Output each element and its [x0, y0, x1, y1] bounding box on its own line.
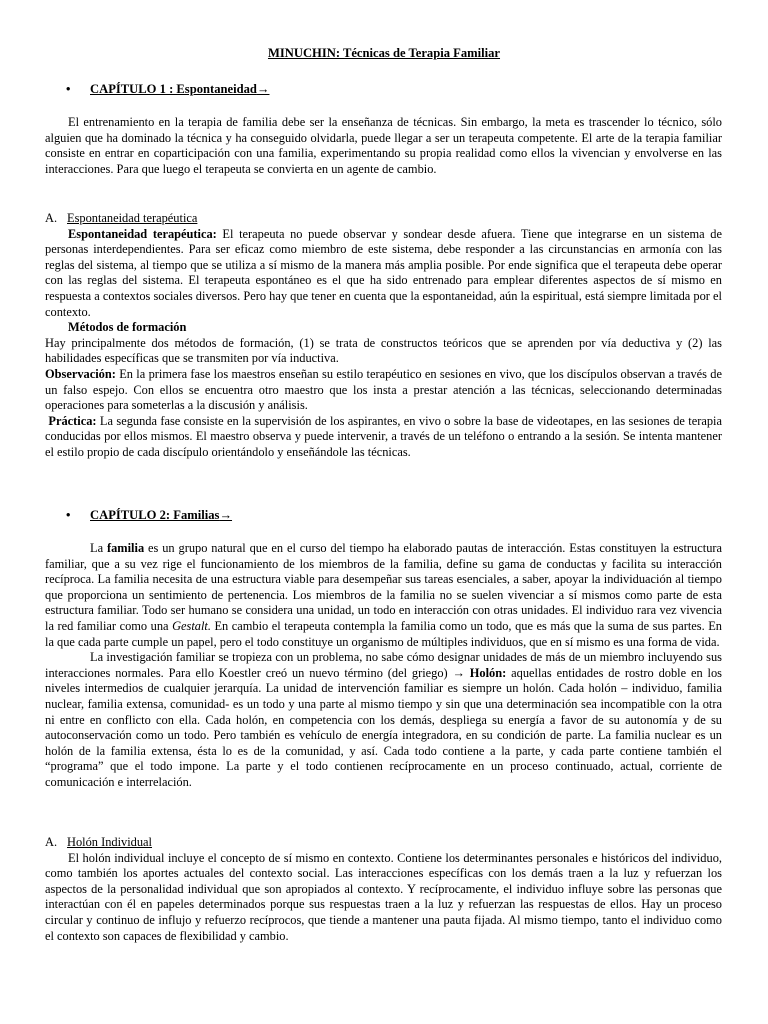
- familia-paragraph: [45, 541, 722, 650]
- metodos-title: Métodos de formación: [68, 320, 187, 335]
- right-arrow-icon: →: [219, 508, 233, 522]
- chapter-1-heading: [66, 82, 270, 98]
- term-bold: familia: [106, 541, 145, 555]
- chapter-2-title: CAPÍTULO 2: Familias: [90, 508, 220, 522]
- term-bold: Práctica:: [48, 413, 97, 428]
- bullet-icon: •: [66, 508, 71, 522]
- chapter-2-heading: [66, 508, 232, 524]
- practica-paragraph: [45, 414, 722, 461]
- metodos-heading: [45, 320, 722, 336]
- text-run: La investigación familiar se tropieza con un problema, no sabe cómo designar unidades de más de un miembro incluyendo sus interacciones normales. Para ello Koestler creó un nuevo término (del griego) →: [45, 650, 722, 680]
- page-title: MINUCHIN: Técnicas de Terapia Familiar: [267, 46, 501, 60]
- espontaneidad-paragraph: [45, 227, 722, 321]
- chapter-1-intro: [45, 115, 722, 177]
- chapter-2-body: [45, 541, 722, 791]
- text-run: En cambio el terapeuta contempla la familia como un todo, que es más que la suma de sus partes. En la que cada parte cumple un papel, pero el todo constituye un organismo de múltiples individuos, que en sí mismo es una forma de vida.: [45, 618, 722, 649]
- bullet-icon: •: [66, 82, 71, 96]
- section-title: Espontaneidad terapéutica: [67, 211, 198, 225]
- paragraph-text: En la primera fase los maestros enseñan su estilo terapéutico en sesiones en vivo, que los discípulos observan a través de un falso espejo. Con ellos se encuentra otro maestro que los insta a prestar atención a las técnicas, seleccionando determinadas operaciones para someterlas a la discusión y análisis.: [45, 366, 722, 413]
- text-run: aquellas entidades de rostro doble en los niveles intermedios de cualquier jerarquía. La unidad de intervención familiar es siempre un holón. Cada holón – individuo, familia nuclear, familia extensa, comunidad- es un todo y una parte al mismo tiempo y sin que una determinación sea incompatible con la otra ni entre en conflicto con ella. Cada holón, en competencia con los demás, despliega su energía a favor de su autonomía y de su autoconservación como un todo. Pero también es vehículo de energía integradora, en su condición de parte. La familia nuclear es un holón de la familia extensa, ésta lo es de la comunidad, y así. Cada todo contiene a la parte, y cada parte contiene también el “programa” que el todo impone. La parte y el todo contienen recíprocamente en un proceso continuado, actual, corriente de comunicación e interrelación.: [45, 665, 722, 789]
- section-heading: [45, 211, 722, 227]
- text-run: La: [90, 541, 107, 555]
- paragraph-text: El terapeuta no puede observar y sondear desde afuera. Tiene que integrarse en un sistema de personas interdependientes. Para ser eficaz como miembro de este sistema, debe responder a las circunstancias en armonía con las reglas del sistema, al tiempo que se utiliza a sí mismo de la manera más amplia posible. Por ende significa que el terapeuta debe operar con las reglas del sistema. El terapeuta espontáneo es el que ha sido entrenado para emplear diferentes aspectos de sí mismo en respuesta a contextos sociales diversos. Pero hay que tener en cuenta que la espontaneidad, aún la espiritual, está siempre limitada por el contexto.: [45, 226, 722, 319]
- metodos-paragraph: Hay principalmente dos métodos de formación, (1) se trata de constructos teóricos que se aprenden por vía deductiva y (2) las habilidades específicas que se transmiten por vía inductiva.: [45, 335, 722, 366]
- section-holon-individual: [45, 835, 722, 944]
- term-italic: Gestalt.: [172, 618, 211, 633]
- paragraph-text: La segunda fase consiste en la supervisión de los aspirantes, en vivo o sobre la base de videotapes, en las sesiones de terapia conducidas por ellos mismos. El maestro observa y puede intervenir, a través de un teléfono o entrando a la sesión. Se intenta mantener el estilo propio de cada discípulo orientándolo y enseñándole las técnicas.: [45, 413, 722, 459]
- section-heading: [45, 835, 722, 851]
- term-bold: Observación:: [45, 366, 116, 381]
- section-letter: A.: [45, 211, 58, 225]
- section-title: Holón Individual: [67, 835, 153, 849]
- section-letter: A.: [45, 835, 58, 849]
- chapter-1-title: CAPÍTULO 1 : Espontaneidad: [90, 82, 257, 96]
- term-bold: Holón:: [469, 665, 507, 680]
- observacion-paragraph: [45, 367, 722, 414]
- text-run: es un grupo natural que en el curso del tiempo ha elaborado pautas de interacción. Estas constituyen la estructura familiar, que a su vez rige el funcionamiento de los miembros de la familia, define su gama de conductas y facilita su interacción recíproca. La familia necesita de una estructura viable para desempeñar sus tareas esenciales, a saber, apoyar la individuación al tiempo que proporciona un sentimiento de pertenencia. Los miembros de la familia no se suelen vivenciar a sí mismos como parte de esta estructura familiar. Todo ser humano se considera una unidad, un todo en interacción con otras unidades. El individuo rara vez vivencia la red familiar como una: [45, 541, 723, 633]
- term-bold: Espontaneidad terapéutica:: [68, 226, 217, 241]
- holon-individual-paragraph: El holón individual incluye el concepto de sí mismo en contexto. Contiene los determinantes personales e históricos del individuo, como también los aportes actuales del contexto social. Las interacciones específicas con los demás traen a la luz y refuerzan los aspectos de la personalidad individual que son apropiados al contexto. Y recíprocamente, el individuo influye sobre las personas que interactúan con él en papeles determinados porque sus respuestas traen a la luz y refuerzan las respuestas de ellos. Hay un proceso circular y continuo de influjo y refuerzo recíprocos, que tiende a mantener una pauta fijada. Al mismo tiempo, tanto el individuo como el contexto son capaces de flexibilidad y cambio.: [45, 850, 722, 943]
- right-arrow-icon: →: [256, 82, 270, 96]
- holon-paragraph: [45, 650, 722, 790]
- section-espontaneidad: [45, 211, 722, 461]
- intro-paragraph: El entrenamiento en la terapia de familia debe ser la enseñanza de técnicas. Sin embargo, la meta es trascender lo técnico, sólo alguien que ha dominado la técnica y ha conseguido olvidarla, puede llegar a ser un terapeuta competente. El arte de la terapia familiar consiste en entrar en coparticipación con una familia, experimentando su propia realidad como ellos la vivencian y envolverse en las interacciones. Para que luego el terapeuta se convierta en un agente de cambio.: [45, 115, 722, 176]
